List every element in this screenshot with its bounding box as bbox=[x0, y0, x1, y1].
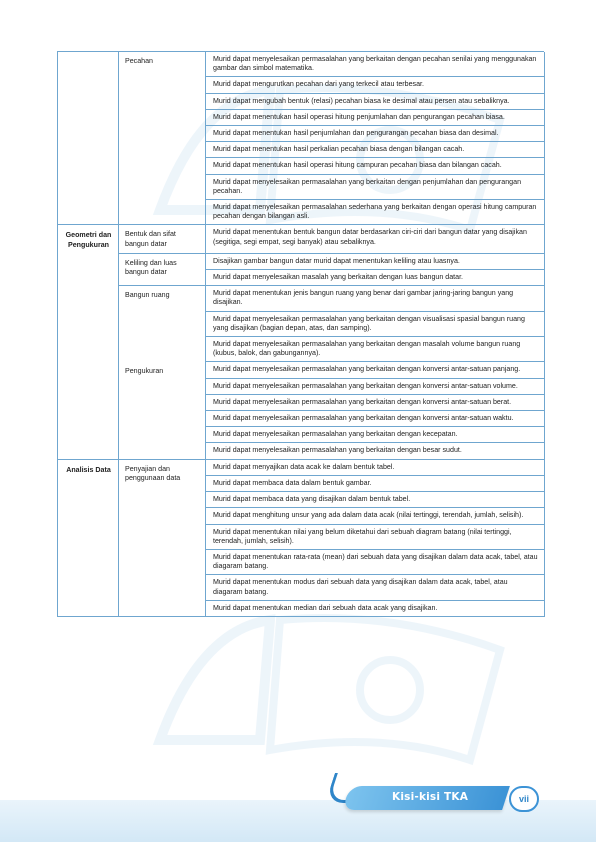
table-cell-domain bbox=[58, 52, 119, 225]
table-cell-indicator: Murid dapat menyelesaikan masalah yang berkaitan dengan luas bangun datar. bbox=[206, 270, 545, 286]
table-cell-indicator: Murid dapat menyelesaikan permasalahan yang berkaitan dengan visualisasi spasial bangun ruang yang disajikan (bagian depan, atas, dan samping). bbox=[206, 312, 545, 337]
table-cell-indicator: Murid dapat menyelesaikan permasalahan sederhana yang berkaitan dengan operasi hitung campuran pecahan dengan bilangan asli. bbox=[206, 200, 545, 225]
table-cell-topic: Pengukuran bbox=[119, 362, 206, 459]
table-cell-indicator: Murid dapat menyelesaikan permasalahan yang berkaitan dengan konversi antar-satuan berat. bbox=[206, 395, 545, 411]
table-cell-indicator: Murid dapat menentukan nilai yang belum diketahui dari sebuah diagram batang (nilai tertinggi, terendah, jumlah, selisih). bbox=[206, 525, 545, 550]
table-cell-indicator: Murid dapat menyelesaikan permasalahan yang berkaitan dengan pecahan senilai yang menggunakan gambar dan simbol matematika. bbox=[206, 52, 545, 77]
table-cell-indicator: Murid dapat menyelesaikan permasalahan yang berkaitan dengan masalah volume bangun ruang (kubus, balok, dan gabungannya). bbox=[206, 337, 545, 362]
table-cell-indicator: Murid dapat menentukan hasil perkalian pecahan biasa dengan bilangan cacah. bbox=[206, 142, 545, 158]
table-cell-indicator: Murid dapat menentukan modus dari sebuah data yang disajikan dalam data acak, tabel, atau diagaram batang. bbox=[206, 575, 545, 600]
table-cell-domain: Analisis Data bbox=[58, 460, 119, 617]
table-cell-topic: Bangun ruang bbox=[119, 286, 206, 362]
table-cell-indicator: Murid dapat mengurutkan pecahan dari yang terkecil atau terbesar. bbox=[206, 77, 545, 93]
footer-title: Kisi-kisi TKA bbox=[392, 791, 469, 803]
kisi-kisi-table bbox=[57, 51, 544, 617]
table-cell-indicator: Murid dapat membaca data dalam bentuk gambar. bbox=[206, 476, 545, 492]
table-cell-indicator: Murid dapat menentukan hasil operasi hitung penjumlahan dan pengurangan pecahan biasa. bbox=[206, 110, 545, 126]
table-cell-indicator: Murid dapat menyelesaikan permasalahan yang berkaitan dengan konversi antar-satuan volume. bbox=[206, 379, 545, 395]
table-cell-indicator: Murid dapat menghitung unsur yang ada dalam data acak (nilai tertinggi, terendah, jumlah, selisih). bbox=[206, 508, 545, 524]
table-cell-indicator: Murid dapat menentukan rata-rata (mean) dari sebuah data yang disajikan dalam data acak, tabel, atau diagaram batang. bbox=[206, 550, 545, 575]
table-cell-topic: Penyajian dan penggunaan data bbox=[119, 460, 206, 617]
table-cell-indicator: Murid dapat menentukan hasil operasi hitung campuran pecahan biasa dan bilangan cacah. bbox=[206, 158, 545, 174]
page-number: vii bbox=[509, 786, 539, 812]
table-cell-indicator: Murid dapat menyajikan data acak ke dalam bentuk tabel. bbox=[206, 460, 545, 476]
table-cell-topic: Bentuk dan sifat bangun datar bbox=[119, 225, 206, 253]
table-cell-indicator: Disajikan gambar bangun datar murid dapat menentukan keliling atau luasnya. bbox=[206, 254, 545, 270]
table-cell-indicator: Murid dapat menyelesaikan permasalahan yang berkaitan dengan penjumlahan dan pengurangan pecahan. bbox=[206, 175, 545, 200]
table-cell-indicator: Murid dapat menentukan median dari sebuah data acak yang disajikan. bbox=[206, 601, 545, 617]
table-cell-domain: Geometri dan Pengukuran bbox=[58, 225, 119, 459]
table-cell-indicator: Murid dapat membaca data yang disajikan dalam bentuk tabel. bbox=[206, 492, 545, 508]
book-watermark-icon bbox=[140, 590, 520, 790]
table-cell-topic: Keliling dan luas bangun datar bbox=[119, 254, 206, 286]
footer-band bbox=[0, 800, 596, 842]
table-cell-indicator: Murid dapat menyelesaikan permasalahan yang berkaitan dengan kecepatan. bbox=[206, 427, 545, 443]
table-cell-indicator: Murid dapat menyelesaikan permasalahan yang berkaitan dengan konversi antar-satuan panjang. bbox=[206, 362, 545, 378]
table-cell-indicator: Murid dapat menyelesaikan permasalahan yang berkaitan dengan konversi antar-satuan waktu. bbox=[206, 411, 545, 427]
table-cell-indicator: Murid dapat menentukan bentuk bangun datar berdasarkan ciri-ciri dari bangun datar yang disajikan (segitiga, segi empat, segi banyak) atau sebaliknya. bbox=[206, 225, 545, 253]
table-cell-indicator: Murid dapat menyelesaikan permasalahan yang berkaitan dengan besar sudut. bbox=[206, 443, 545, 459]
table-cell-indicator: Murid dapat menentukan jenis bangun ruang yang benar dari gambar jaring-jaring bangun yang disajikan. bbox=[206, 286, 545, 311]
table-cell-indicator: Murid dapat mengubah bentuk (relasi) pecahan biasa ke desimal atau persen atau sebaliknya. bbox=[206, 94, 545, 110]
table-cell-indicator: Murid dapat menentukan hasil penjumlahan dan pengurangan pecahan biasa dan desimal. bbox=[206, 126, 545, 142]
table-cell-topic: Pecahan bbox=[119, 52, 206, 225]
